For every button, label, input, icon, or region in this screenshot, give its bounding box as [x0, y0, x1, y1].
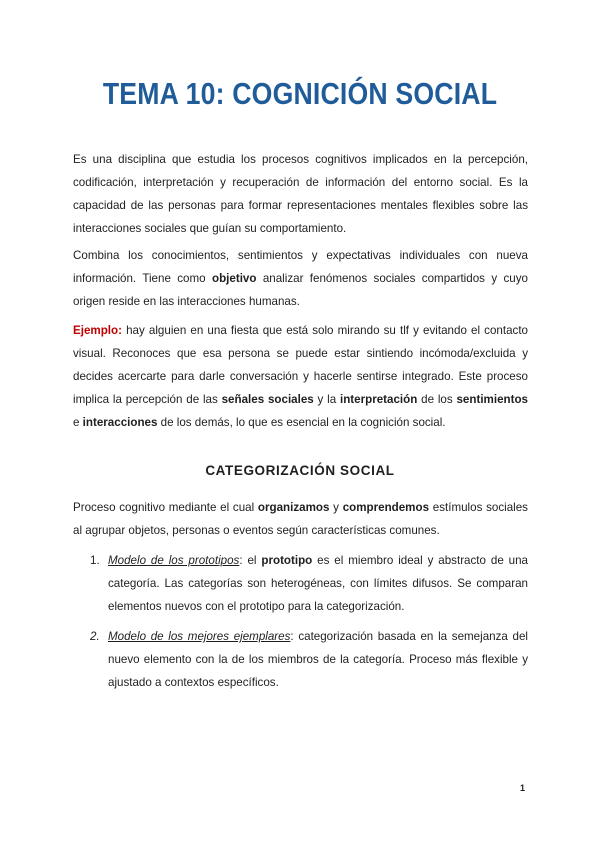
list-item-1-number: 1.: [90, 554, 100, 567]
intro-paragraph-1: [73, 148, 528, 240]
section-paragraph: [73, 496, 528, 542]
intro-p2-text-b: analizar fenómenos sociales compartidos y cuyo origen reside en las interacciones humanas.: [73, 272, 528, 308]
list-item-1-bold: prototipo: [261, 554, 313, 567]
list-item-1-text-a: : el: [239, 554, 262, 567]
section-bold-2: comprendemos: [342, 501, 430, 514]
list-item-2-text-a: : categorización basada en la semejanza del nuevo elemento con la de los miembros de la categoría. Proceso más flexible y ajustado a contextos específicos.: [108, 630, 528, 689]
list-item-2-number: 2.: [90, 630, 100, 643]
example-text-4: e: [73, 416, 83, 429]
example-text-3: de los: [417, 393, 457, 406]
list-item-1: [108, 549, 528, 618]
list-item-2: [108, 625, 528, 694]
example-bold-1: señales sociales: [221, 393, 314, 406]
section-bold-1: organizamos: [257, 501, 330, 514]
section-text-a: Proceso cognitivo mediante el cual: [73, 501, 258, 514]
intro-p1-text: Es una disciplina que estudia los procesos cognitivos implicados en la percepción, codificación, interpretación y recuperación de información del entorno social. Es la capacidad de las personas para formar representaciones mentales flexibles sobre las interacciones sociales que guían su comportamiento.: [73, 153, 528, 235]
example-bold-2: interpretación: [340, 393, 418, 406]
section-text-d: estímulos sociales al agrupar objetos, personas o eventos según características comunes.: [73, 501, 528, 537]
intro-p2-text-a: Combina los conocimientos, sentimientos y expectativas individuales con nueva información. Tiene como: [73, 249, 528, 285]
intro-paragraph-2: [73, 244, 528, 313]
list-item-1-text-b: es el miembro ideal y abstracto de una categoría. Las categorías son heterogéneas, con límites difusos. Se comparan elementos nuevos con el prototipo para la categorización.: [108, 554, 529, 613]
example-bold-3: sentimientos: [456, 393, 528, 406]
example-label: Ejemplo:: [73, 324, 122, 337]
example-paragraph: [73, 319, 528, 434]
section-heading: CATEGORIZACIÓN SOCIAL: [205, 463, 395, 478]
example-text-1: hay alguien en una fiesta que está solo mirando su tlf y evitando el contacto visual. Reconoces que esa persona se puede estar sintiendo incómoda/excluida y decides acercarte para darle conversación y hacerle sentirse integrado. Este proceso implica la percepción de las: [73, 324, 528, 406]
intro-p2-bold: objetivo: [212, 272, 257, 285]
list-item-1-name: Modelo de los prototipos: [108, 554, 240, 567]
section-text-c: y: [329, 501, 343, 514]
list-item-2-name: Modelo de los mejores ejemplares: [108, 630, 291, 643]
page-title: TEMA 10: COGNICIÓN SOCIAL: [102, 76, 498, 111]
example-text-2: y la: [313, 393, 340, 406]
example-text-5: de los demás, lo que es esencial en la cognición social.: [157, 416, 446, 429]
example-bold-4: interacciones: [82, 416, 158, 429]
page-number: 1: [520, 783, 526, 793]
